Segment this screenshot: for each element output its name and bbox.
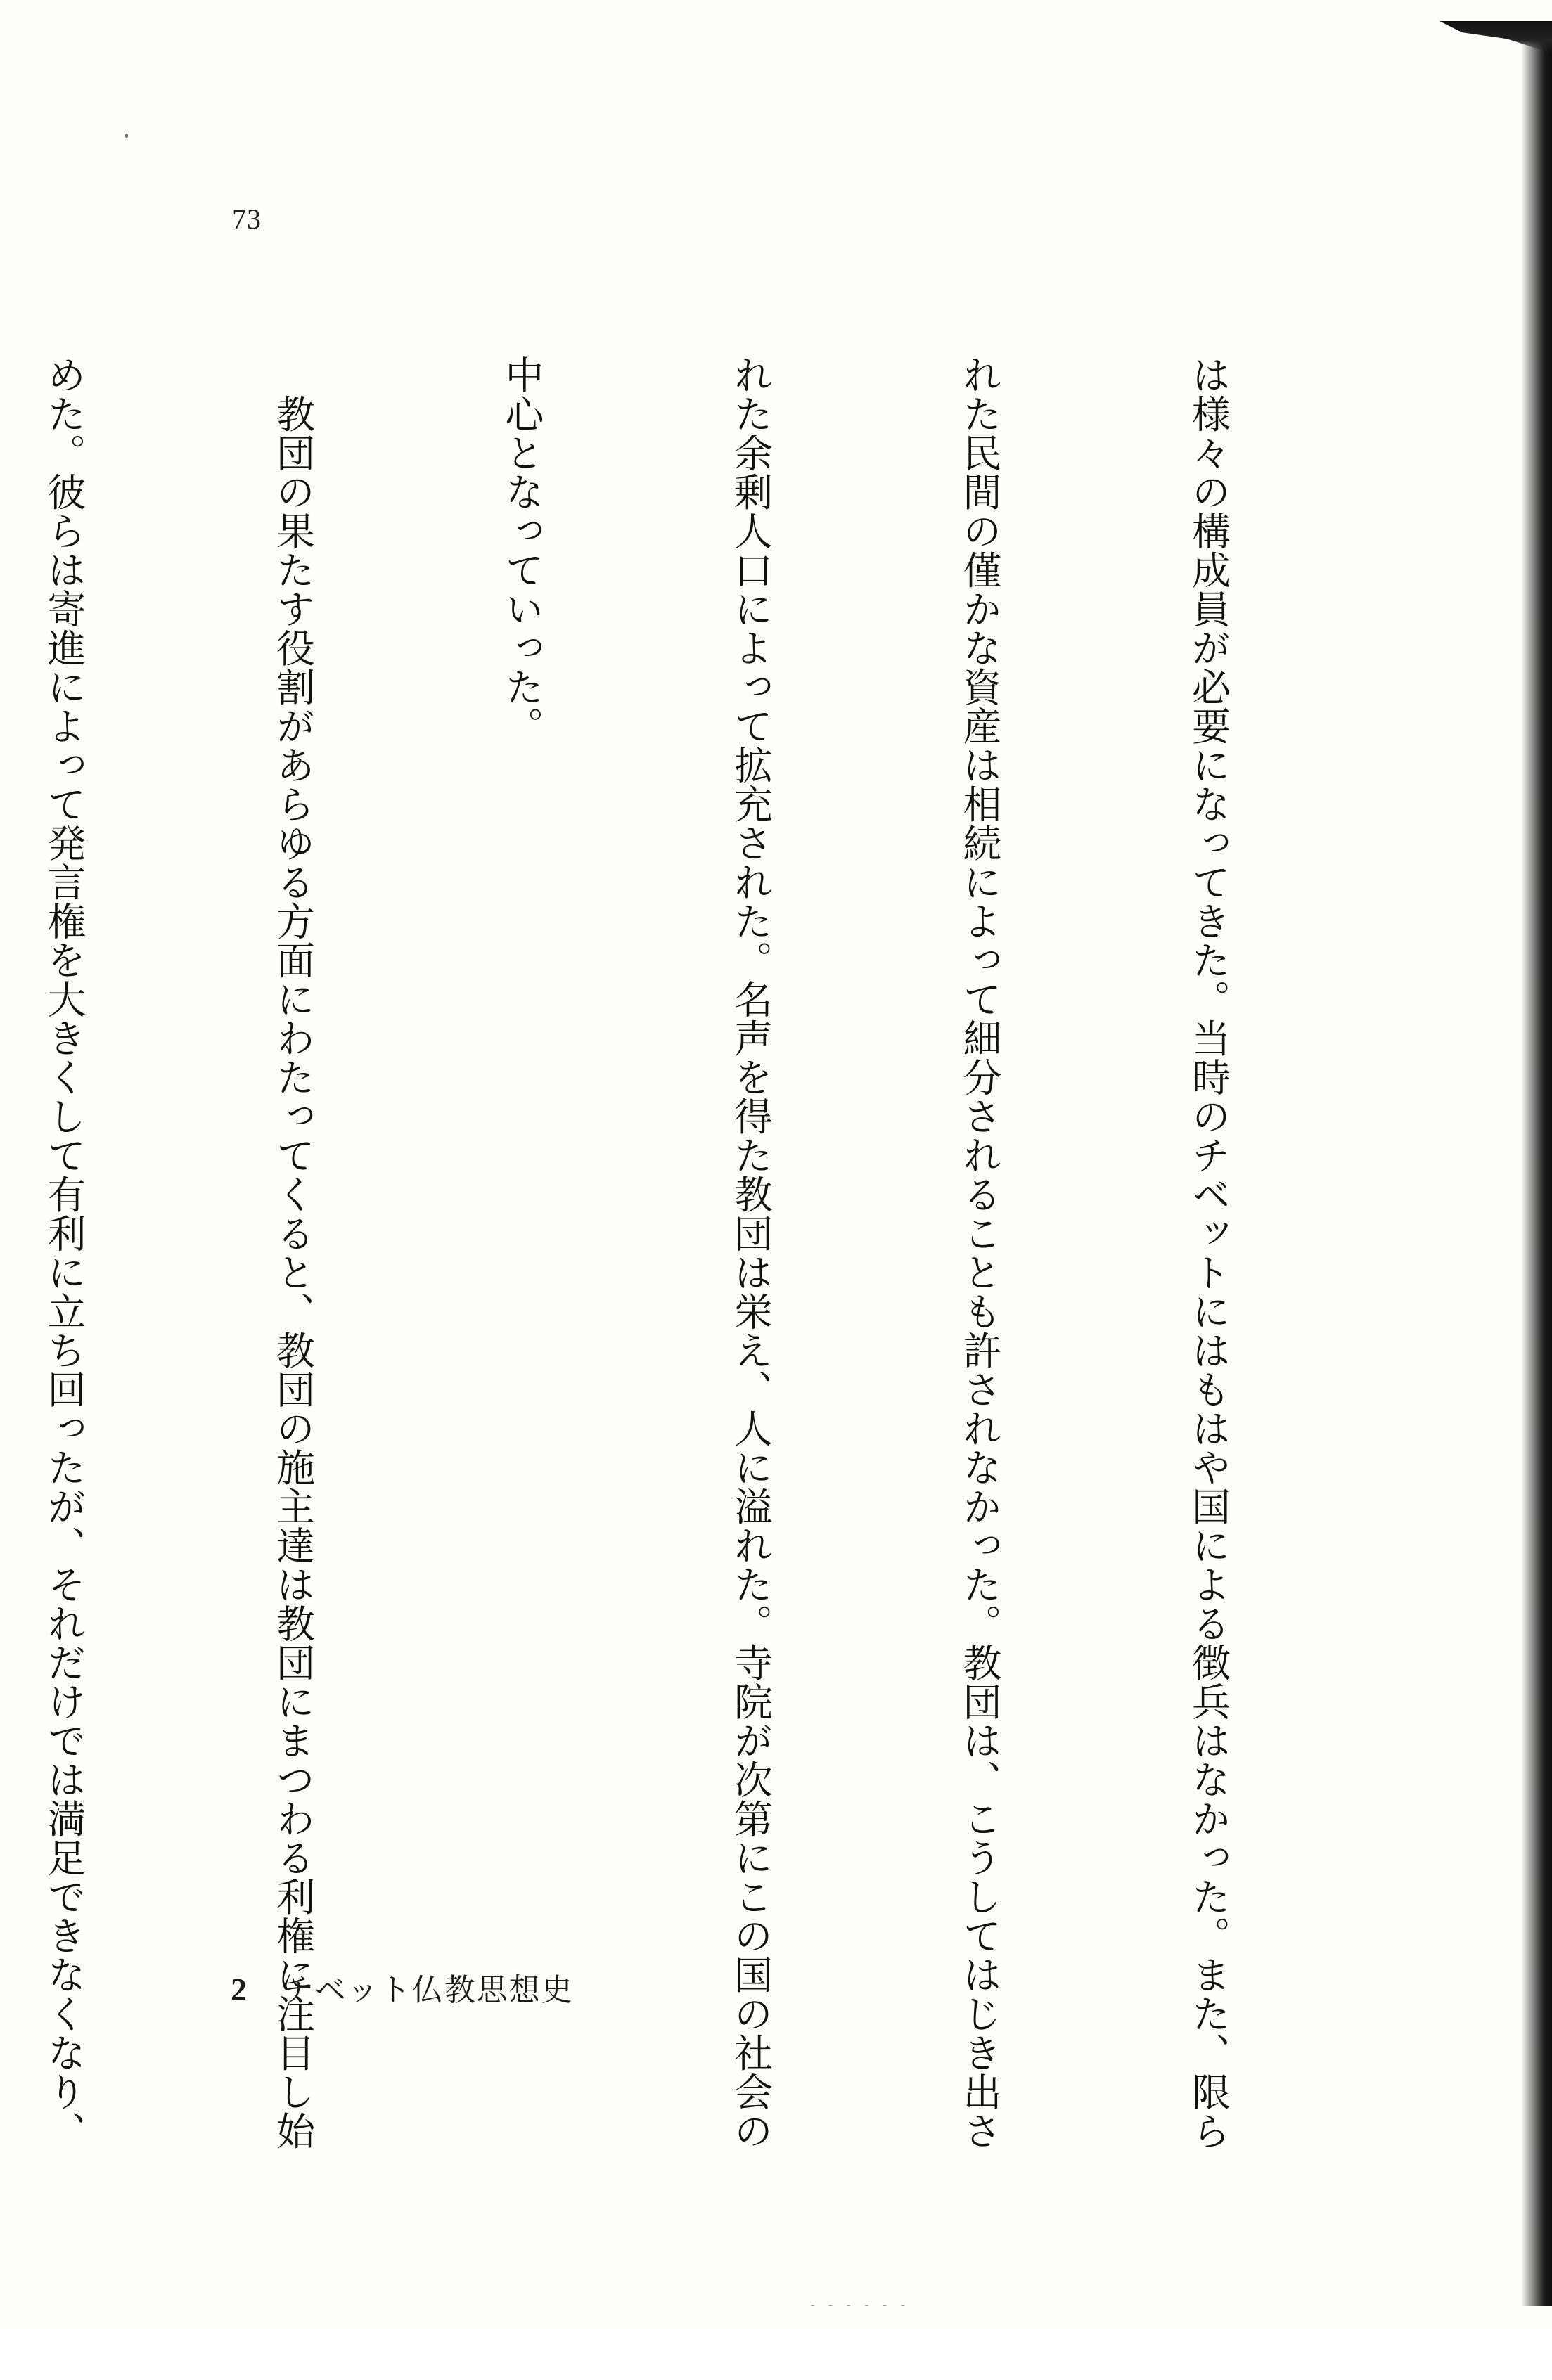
text-line: れた余剰人口によって拡充された。名声を得た教団は栄え、人に溢れた。寺院が次第にこの国の社会の [728,355,773,2150]
text-line: 教団の果たす役割があらゆる方面にわたってくると、教団の施主達は教団にまつわる利権に注目し始 [270,355,315,2150]
text-line: 中心となっていった。 [499,355,544,745]
text-line: めた。彼らは寄進によって発言権を大きくして有利に立ち回ったが、それだけでは満足できなくなり、 [41,355,86,2150]
running-footer [231,1964,574,2009]
body-text [0,355,1399,2380]
footer-page-number: 2 [231,1971,247,2007]
page-number: 73 [232,203,262,235]
footer-book-title: チベット仏教思想史 [282,1972,574,2008]
scan-edge-shadow [1521,21,1552,2306]
scan-speck [125,134,128,138]
scan-artifact-dashes: - - - - - - [809,2298,909,2313]
text-line: は様々の構成員が必要になってきた。当時のチベットにはもはや国による徴兵はなかった。また、限ら [1186,355,1231,2150]
text-line: れた民間の僅かな資産は相続によって細分されることも許されなかった。教団は、こうしてはじき出さ [956,355,1002,2150]
